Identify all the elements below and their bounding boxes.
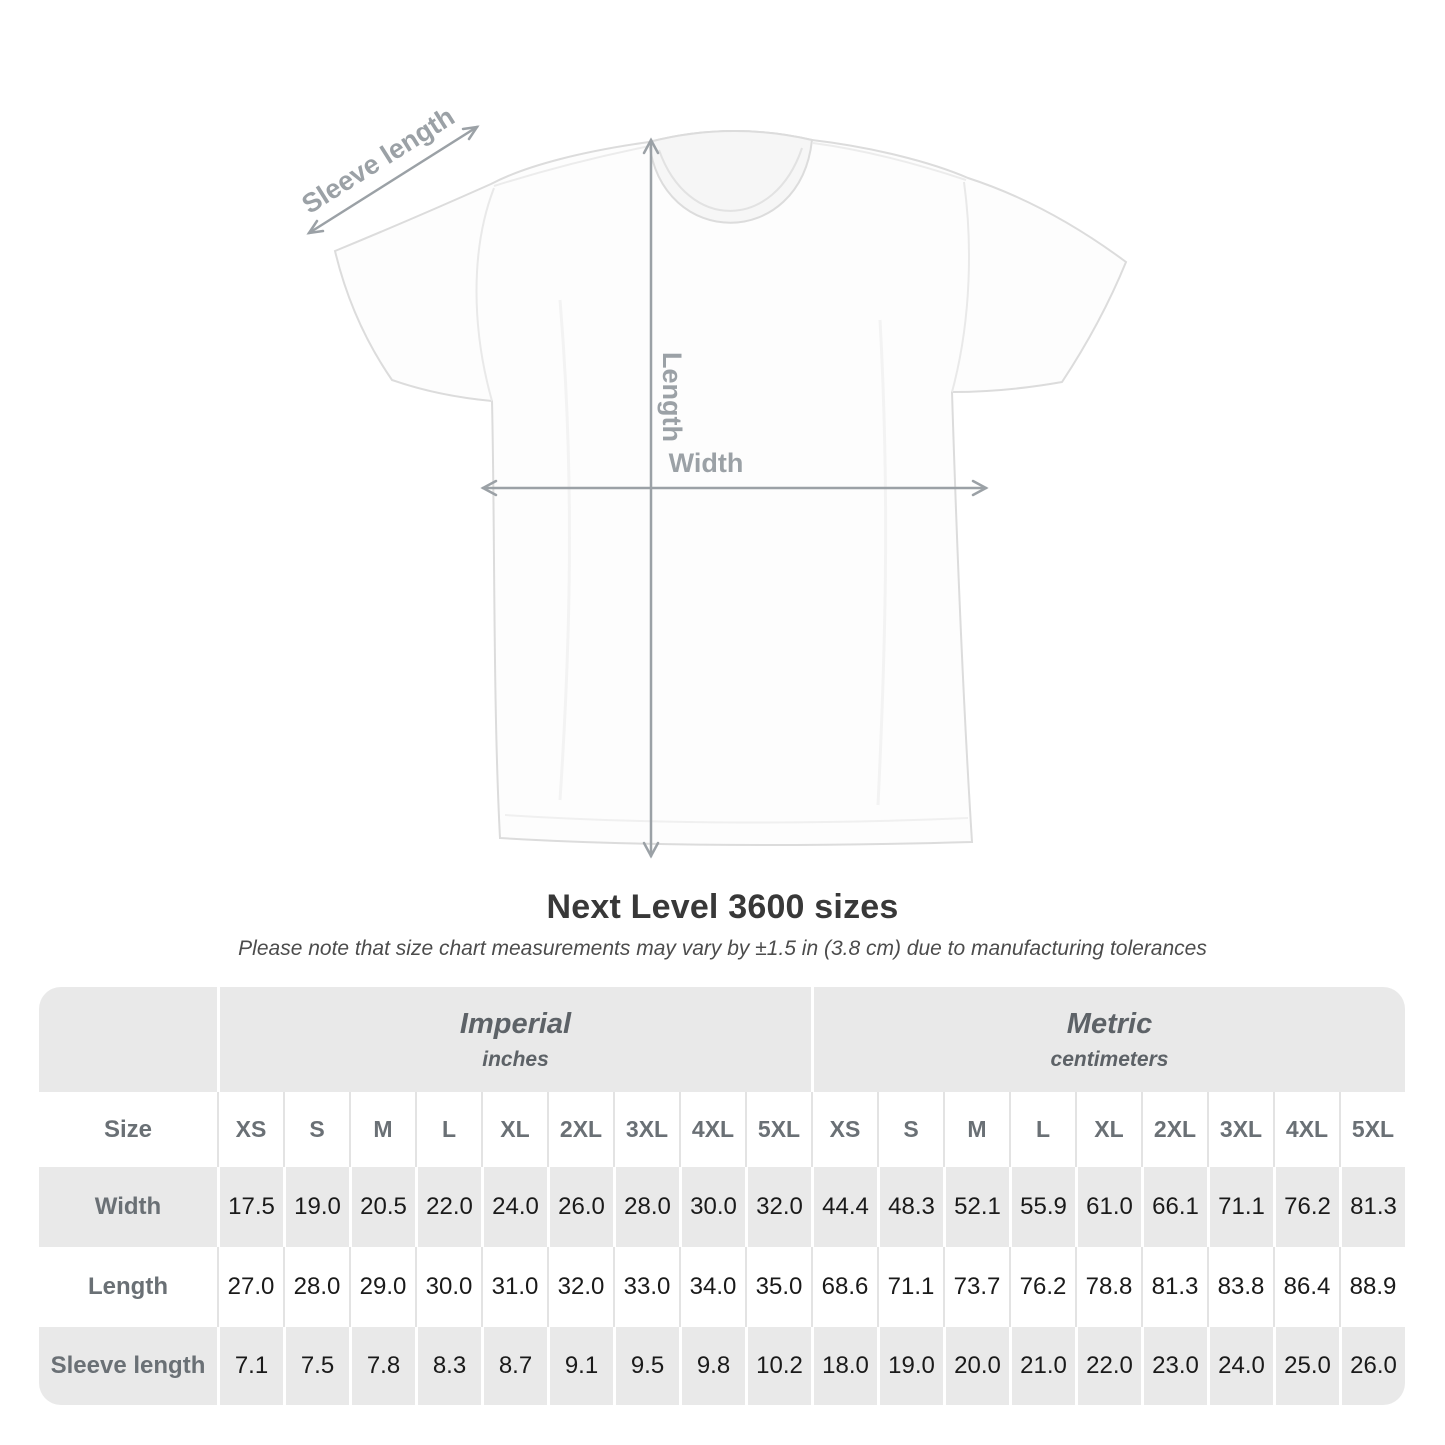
value-cell: 68.6 bbox=[811, 1247, 877, 1327]
value-cell: 25.0 bbox=[1273, 1327, 1339, 1405]
value-cell: 52.1 bbox=[943, 1167, 1009, 1247]
size-header-m-imperial: M bbox=[349, 1092, 415, 1167]
size-header-m-metric: M bbox=[943, 1092, 1009, 1167]
value-cell: 81.3 bbox=[1339, 1167, 1405, 1247]
value-cell: 18.0 bbox=[811, 1327, 877, 1405]
value-cell: 7.8 bbox=[349, 1327, 415, 1405]
size-header-xl-imperial: XL bbox=[481, 1092, 547, 1167]
value-cell: 31.0 bbox=[481, 1247, 547, 1327]
size-chart-table bbox=[39, 987, 1405, 1405]
metric-header bbox=[811, 987, 1405, 1092]
table-row-width bbox=[39, 1167, 1405, 1247]
value-cell: 33.0 bbox=[613, 1247, 679, 1327]
value-cell: 9.8 bbox=[679, 1327, 745, 1405]
table-row-length bbox=[39, 1247, 1405, 1327]
row-label: Length bbox=[39, 1247, 217, 1327]
value-cell: 32.0 bbox=[547, 1247, 613, 1327]
value-cell: 81.3 bbox=[1141, 1247, 1207, 1327]
value-cell: 26.0 bbox=[1339, 1327, 1405, 1405]
row-label: Sleeve length bbox=[39, 1327, 217, 1405]
size-header-3xl-imperial: 3XL bbox=[613, 1092, 679, 1167]
value-cell: 83.8 bbox=[1207, 1247, 1273, 1327]
length-label: Length bbox=[657, 352, 687, 442]
value-cell: 22.0 bbox=[415, 1167, 481, 1247]
metric-name: Metric bbox=[1066, 1007, 1153, 1040]
value-cell: 21.0 bbox=[1009, 1327, 1075, 1405]
value-cell: 8.3 bbox=[415, 1327, 481, 1405]
value-cell: 22.0 bbox=[1075, 1327, 1141, 1405]
size-header-2xl-imperial: 2XL bbox=[547, 1092, 613, 1167]
value-cell: 27.0 bbox=[217, 1247, 283, 1327]
size-header-3xl-metric: 3XL bbox=[1207, 1092, 1273, 1167]
size-header-xs-imperial: XS bbox=[217, 1092, 283, 1167]
value-cell: 73.7 bbox=[943, 1247, 1009, 1327]
value-cell: 66.1 bbox=[1141, 1167, 1207, 1247]
metric-unit: centimeters bbox=[1050, 1047, 1169, 1071]
size-chart-body bbox=[39, 1167, 1405, 1405]
value-cell: 20.5 bbox=[349, 1167, 415, 1247]
size-label-cell: Size bbox=[39, 1092, 217, 1167]
size-header-s-imperial: S bbox=[283, 1092, 349, 1167]
value-cell: 32.0 bbox=[745, 1167, 811, 1247]
value-cell: 71.1 bbox=[1207, 1167, 1273, 1247]
value-cell: 44.4 bbox=[811, 1167, 877, 1247]
row-label: Width bbox=[39, 1167, 217, 1247]
unit-header-row bbox=[39, 987, 1405, 1092]
value-cell: 35.0 bbox=[745, 1247, 811, 1327]
size-header-2xl-metric: 2XL bbox=[1141, 1092, 1207, 1167]
tolerance-note: Please note that size chart measurements may vary by ±1.5 in (3.8 cm) due to manufacturing tolerances bbox=[238, 937, 1207, 960]
corner-cell bbox=[39, 987, 217, 1092]
value-cell: 76.2 bbox=[1273, 1167, 1339, 1247]
size-header-l-metric: L bbox=[1009, 1092, 1075, 1167]
value-cell: 7.1 bbox=[217, 1327, 283, 1405]
width-label: Width bbox=[668, 448, 744, 478]
value-cell: 71.1 bbox=[877, 1247, 943, 1327]
value-cell: 7.5 bbox=[283, 1327, 349, 1405]
value-cell: 34.0 bbox=[679, 1247, 745, 1327]
value-cell: 29.0 bbox=[349, 1247, 415, 1327]
value-cell: 24.0 bbox=[1207, 1327, 1273, 1405]
value-cell: 19.0 bbox=[877, 1327, 943, 1405]
value-cell: 55.9 bbox=[1009, 1167, 1075, 1247]
imperial-name: Imperial bbox=[459, 1007, 572, 1040]
value-cell: 8.7 bbox=[481, 1327, 547, 1405]
value-cell: 9.5 bbox=[613, 1327, 679, 1405]
value-cell: 76.2 bbox=[1009, 1247, 1075, 1327]
size-header-l-imperial: L bbox=[415, 1092, 481, 1167]
value-cell: 23.0 bbox=[1141, 1327, 1207, 1405]
size-chart bbox=[39, 987, 1405, 1405]
value-cell: 9.1 bbox=[547, 1327, 613, 1405]
value-cell: 17.5 bbox=[217, 1167, 283, 1247]
size-header-row bbox=[39, 1092, 1405, 1167]
size-header-4xl-metric: 4XL bbox=[1273, 1092, 1339, 1167]
size-header-5xl-metric: 5XL bbox=[1339, 1092, 1405, 1167]
size-header-4xl-imperial: 4XL bbox=[679, 1092, 745, 1167]
value-cell: 28.0 bbox=[283, 1247, 349, 1327]
size-header-5xl-imperial: 5XL bbox=[745, 1092, 811, 1167]
value-cell: 20.0 bbox=[943, 1327, 1009, 1405]
value-cell: 88.9 bbox=[1339, 1247, 1405, 1327]
size-header-xl-metric: XL bbox=[1075, 1092, 1141, 1167]
size-header-xs-metric: XS bbox=[811, 1092, 877, 1167]
table-row-sleeve-length bbox=[39, 1327, 1405, 1405]
page-title: Next Level 3600 sizes bbox=[546, 888, 899, 926]
value-cell: 48.3 bbox=[877, 1167, 943, 1247]
imperial-header bbox=[217, 987, 811, 1092]
value-cell: 26.0 bbox=[547, 1167, 613, 1247]
value-cell: 30.0 bbox=[679, 1167, 745, 1247]
value-cell: 86.4 bbox=[1273, 1247, 1339, 1327]
value-cell: 10.2 bbox=[745, 1327, 811, 1405]
value-cell: 61.0 bbox=[1075, 1167, 1141, 1247]
sleeve-length-label: Sleeve length bbox=[296, 101, 460, 220]
size-header-s-metric: S bbox=[877, 1092, 943, 1167]
imperial-unit: inches bbox=[482, 1047, 549, 1071]
value-cell: 19.0 bbox=[283, 1167, 349, 1247]
value-cell: 78.8 bbox=[1075, 1247, 1141, 1327]
value-cell: 24.0 bbox=[481, 1167, 547, 1247]
value-cell: 30.0 bbox=[415, 1247, 481, 1327]
value-cell: 28.0 bbox=[613, 1167, 679, 1247]
